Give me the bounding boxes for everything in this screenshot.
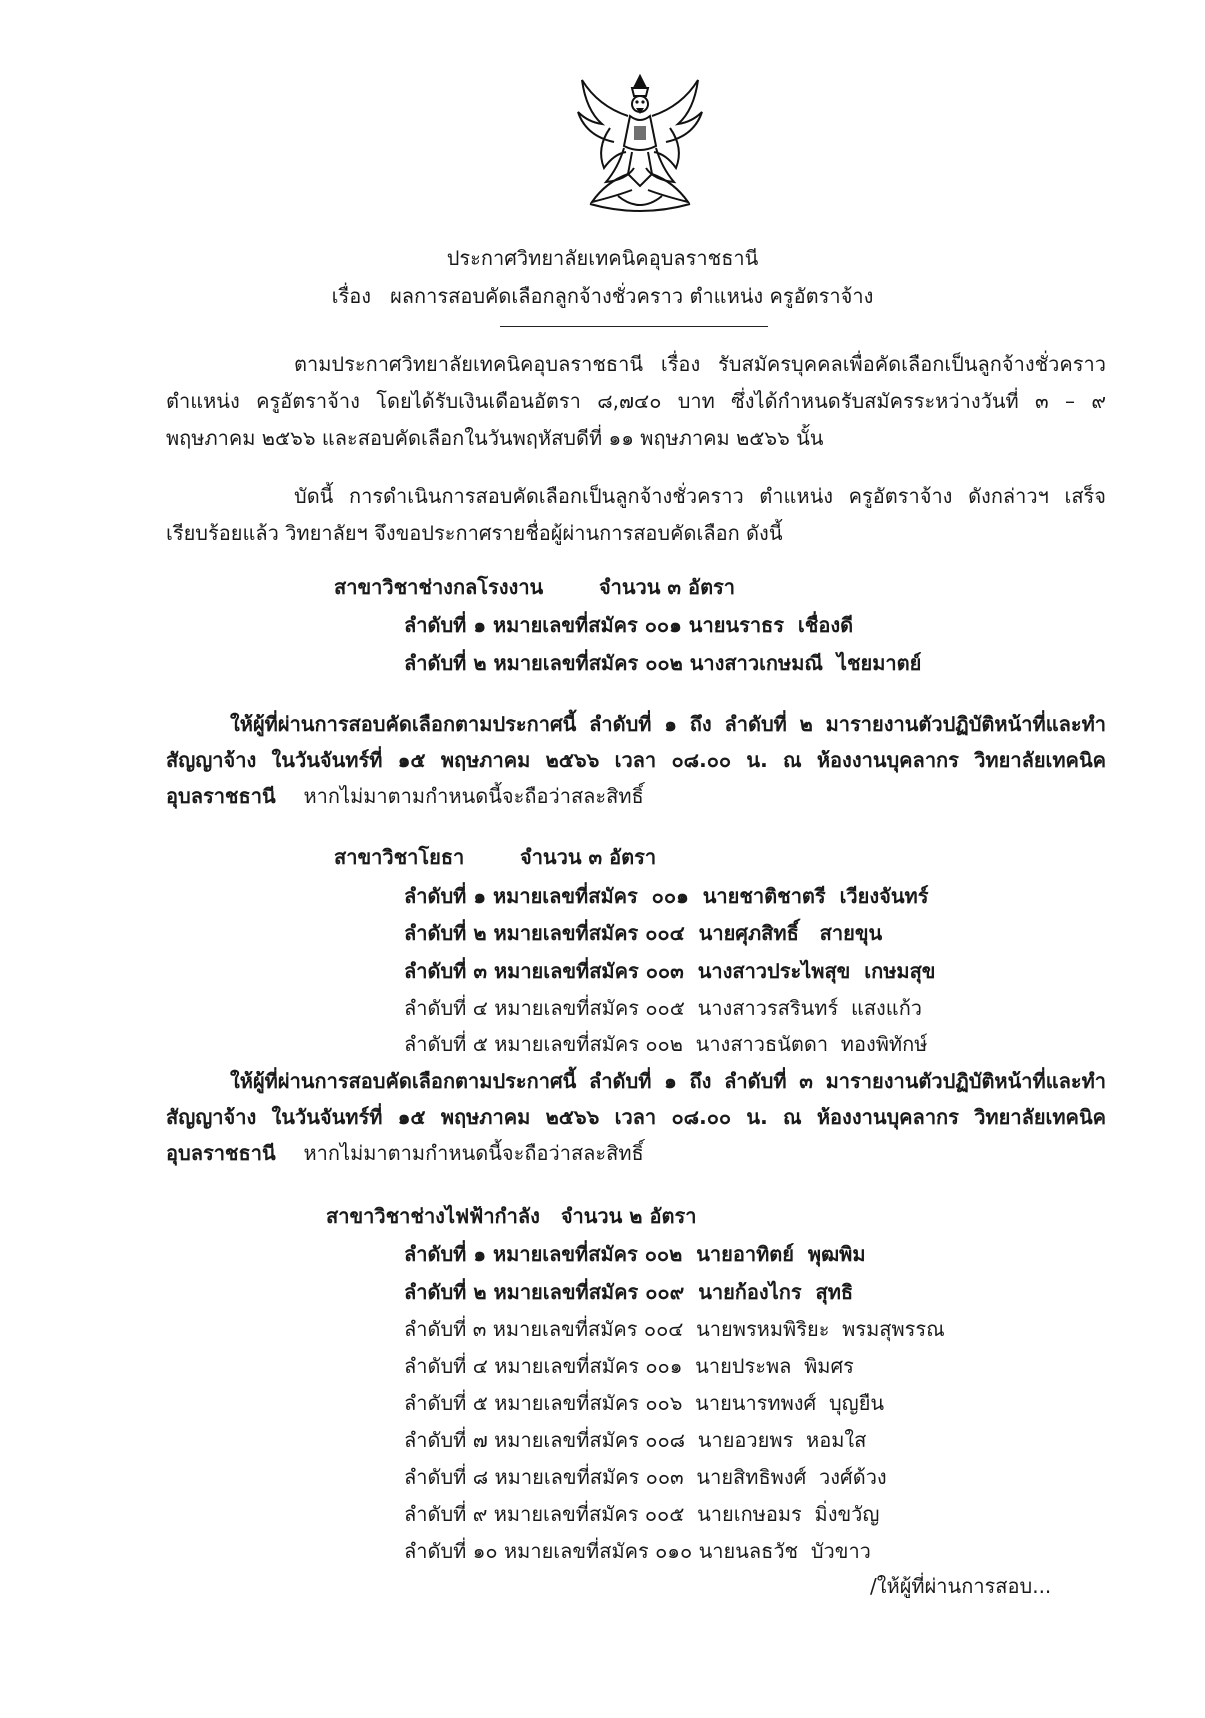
candidate-row: ลำดับที่ ๒ หมายเลขที่สมัคร ๐๐๙ นายก้องไกร สุทธิ [404,1280,854,1304]
candidate-row: ลำดับที่ ๕ หมายเลขที่สมัคร ๐๐๒ นางสาวธนัตดา ทองพิทักษ์ [404,1032,928,1056]
section-heading [326,1200,696,1232]
header-divider [500,326,768,327]
candidate-row: ลำดับที่ ๙ หมายเลขที่สมัคร ๐๐๕ นายเกษอมร มิ่งขวัญ [404,1502,880,1526]
notice-text: ให้ผู้ที่ผ่านการสอบคัดเลือกตามประกาศนี้ ลำดับที่ ๑ ถึง ลำดับที่ ๓ มารายงานตัวปฏิบัติหน้าที่และทำสัญญาจ้าง ในวันจันทร์ที่ ๑๕ พฤษภาคม ๒๕๖๖ เวลา ๐๘.๐๐ น. ณ ห้องงานบุคลากร วิทยาลัยเทคนิคอุบลราชธานี [166,1069,1106,1165]
section-heading [334,571,735,603]
intro-text-2: บัดนี้ การดำเนินการสอบคัดเลือกเป็นลูกจ้างชั่วคราว ตำแหน่ง ครูอัตราจ้าง ดังกล่าวฯ เสร็จเรียบร้อยแล้ว วิทยาลัยฯ จึงขอประกาศรายชื่อผู้ผ่านการสอบคัดเลือก ดังนี้ [166,484,1106,545]
garuda-emblem-icon [570,68,710,218]
report-notice [166,1063,1106,1171]
subject-text: ผลการสอบคัดเลือกลูกจ้างชั่วคราว ตำแหน่ง ครูอัตราจ้าง [390,284,874,308]
notice-tail: หากไม่มาตามกำหนดนี้จะถือว่าสละสิทธิ์ [303,1141,644,1165]
section-name: สาขาวิชาช่างไฟฟ้ากำลัง [326,1204,540,1228]
candidate-row: ลำดับที่ ๑ หมายเลขที่สมัคร ๐๐๑ นายนราธร เชื่องดี [404,613,854,637]
candidate-row: ลำดับที่ ๑ หมายเลขที่สมัคร ๐๐๑ นายชาติชาตรี เวียงจันทร์ [404,884,929,908]
candidate-row: ลำดับที่ ๒ หมายเลขที่สมัคร ๐๐๔ นายศุภสิทธิ์ สายขุน [404,921,883,945]
intro-paragraph-1 [166,346,1106,457]
candidate-row: ลำดับที่ ๑๐ หมายเลขที่สมัคร ๐๑๐ นายนลธวัช บัวขาว [404,1539,871,1563]
section-name: สาขาวิชาช่างกลโรงงาน [334,575,544,599]
candidate-row: ลำดับที่ ๔ หมายเลขที่สมัคร ๐๐๑ นายประพล พิมศร [404,1354,854,1378]
candidate-row: ลำดับที่ ๕ หมายเลขที่สมัคร ๐๐๖ นายนารทพงศ์ บุญยืน [404,1391,885,1415]
notice-tail: หากไม่มาตามกำหนดนี้จะถือว่าสละสิทธิ์ [303,784,644,808]
candidate-row: ลำดับที่ ๒ หมายเลขที่สมัคร ๐๐๒ นางสาวเกษมณี ไชยมาตย์ [404,651,922,675]
continuation-note: /ให้ผู้ที่ผ่านการสอบ... [870,1574,1052,1598]
candidate-row: ลำดับที่ ๓ หมายเลขที่สมัคร ๐๐๔ นายพรหมพิริยะ พรมสุพรรณ [404,1317,945,1341]
report-notice [166,706,1106,814]
section-heading [334,841,656,873]
candidate-row: ลำดับที่ ๓ หมายเลขที่สมัคร ๐๐๓ นางสาวประไพสุข เกษมสุข [404,959,936,983]
section-count: จำนวน ๓ อัตรา [598,575,736,599]
candidate-row: ลำดับที่ ๘ หมายเลขที่สมัคร ๐๐๓ นายสิทธิพงศ์ วงศ์ด้วง [404,1465,887,1489]
intro-text-1: ตามประกาศวิทยาลัยเทคนิคอุบลราชธานี เรื่อง รับสมัครบุคคลเพื่อคัดเลือกเป็นลูกจ้างชั่วคราว ตำแหน่ง ครูอัตราจ้าง โดยได้รับเงินเดือนอัตรา ๘,๗๔๐ บาท ซึ่งได้กำหนดรับสมัครระหว่างวันที่ ๓ – ๙ พฤษภาคม ๒๕๖๖ และสอบคัดเลือกในวันพฤหัสบดีที่ ๑๑ พฤษภาคม ๒๕๖๖ นั้น [166,352,1106,450]
notice-text: ให้ผู้ที่ผ่านการสอบคัดเลือกตามประกาศนี้ ลำดับที่ ๑ ถึง ลำดับที่ ๒ มารายงานตัวปฏิบัติหน้าที่และทำสัญญาจ้าง ในวันจันทร์ที่ ๑๕ พฤษภาคม ๒๕๖๖ เวลา ๐๘.๐๐ น. ณ ห้องงานบุคลากร วิทยาลัยเทคนิคอุบลราชธานี [166,712,1106,808]
candidate-row: ลำดับที่ ๑ หมายเลขที่สมัคร ๐๐๒ นายอาทิตย์ พุฒพิม [404,1242,866,1266]
announcement-title: ประกาศวิทยาลัยเทคนิคอุบลราชธานี [446,246,759,270]
subject-label: เรื่อง [331,284,371,308]
section-count: จำนวน ๓ อัตรา [519,845,657,869]
candidate-row: ลำดับที่ ๗ หมายเลขที่สมัคร ๐๐๘ นายอวยพร หอมใส [404,1428,867,1452]
candidate-row: ลำดับที่ ๔ หมายเลขที่สมัคร ๐๐๕ นางสาวรสรินทร์ แสงแก้ว [404,996,923,1020]
announcement-subject [0,280,1205,312]
intro-paragraph-2 [166,478,1106,552]
section-count: จำนวน ๒ อัตรา [560,1204,697,1228]
section-name: สาขาวิชาโยธา [334,845,465,869]
